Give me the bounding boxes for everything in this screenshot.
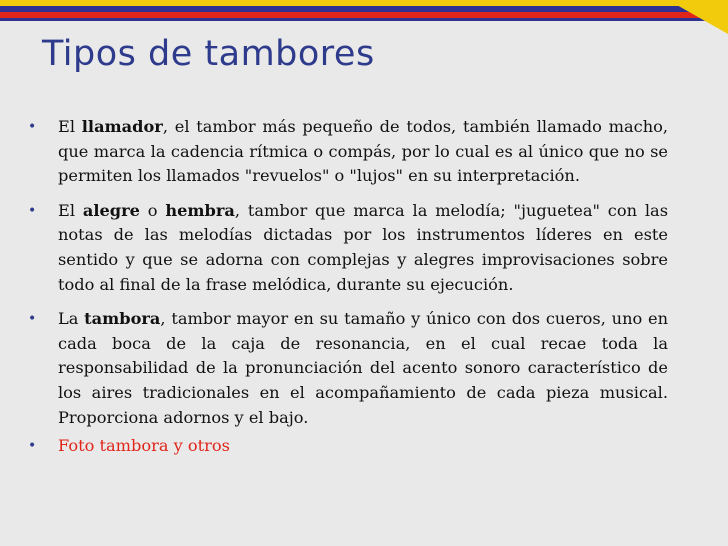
bullet-icon: • (28, 119, 37, 135)
list-item (28, 199, 668, 297)
item-text: , tambor que marca la melodía; "juguetea" con las notas de las melodías dictadas por los instrumentos líderes en este sentido y que se adorna con complejas y alegres improvisaciones sobre todo al final de la frase melódica, durante su ejecución. (58, 200, 668, 294)
item-pre: El (58, 200, 83, 220)
photo-link[interactable]: Foto tambora y otros (58, 436, 230, 456)
bullet-list (28, 115, 668, 469)
bullet-icon: • (28, 311, 37, 328)
bullet-icon: • (28, 202, 37, 219)
list-item (28, 307, 668, 430)
item-pre: El (58, 117, 82, 136)
item-text: , el tambor más pequeño de todos, también llamado macho, que marca la cadencia rítmica o compás, por lo cual es al único que no se permiten los llamados "revuelos" o "lujos" en su interpretación. (58, 117, 669, 186)
blue-stripe-thin (0, 18, 728, 21)
item-bold: llamador (81, 117, 163, 136)
flag-stripes-header (0, 0, 728, 34)
item-mid: o (139, 200, 166, 220)
corner-accent (668, 0, 728, 34)
bullet-icon: • (28, 438, 37, 455)
item-bold: alegre (82, 200, 140, 220)
slide-title: Tipos de tambores (42, 34, 375, 74)
item-pre: La (58, 309, 85, 329)
photo-link-item[interactable] (28, 434, 668, 459)
item-text: , tambor mayor en su tamaño y único con dos cueros, uno en cada boca de la caja de resonancia, en el cual recae toda la responsabilidad de la pronunciación del acento sonoro característico de los aires tradicionales en el acompañamiento de cada pieza musical. Proporciona adornos y el bajo. (58, 309, 669, 427)
list-item (28, 115, 668, 189)
item-bold-2: hembra (165, 200, 235, 220)
item-bold: tambora (84, 309, 161, 329)
